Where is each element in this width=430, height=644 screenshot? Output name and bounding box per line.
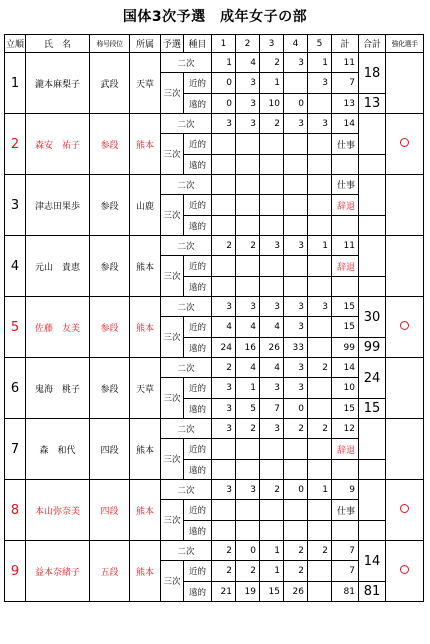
round-2-cell <box>236 134 260 155</box>
round-3-cell: 1 <box>260 73 284 94</box>
enteki-label: 遠的 <box>184 277 212 297</box>
sum-cell: 7 <box>332 541 359 561</box>
enteki-label: 遠的 <box>184 216 212 236</box>
table-row <box>5 358 424 378</box>
sum-cell: 11 <box>332 236 359 256</box>
round-4-cell: 2 <box>284 541 308 561</box>
round-3-cell: 4 <box>260 358 284 378</box>
round-2-cell: 4 <box>236 53 260 73</box>
round-1-cell <box>212 155 236 175</box>
round-4-cell: 3 <box>284 236 308 256</box>
round-3-cell: 3 <box>260 236 284 256</box>
select-cell <box>386 419 424 480</box>
total-bottom-cell <box>359 277 386 297</box>
round-4-cell: 3 <box>284 297 308 317</box>
round-4-cell <box>284 500 308 521</box>
selection-mark-icon <box>400 504 409 513</box>
round-5-cell <box>308 460 332 480</box>
round-5-cell: 3 <box>308 297 332 317</box>
select-cell <box>386 175 424 236</box>
name-cell: 津志田果歩 <box>26 175 90 236</box>
round-2-cell: 2 <box>236 236 260 256</box>
club-cell: 天草 <box>130 53 161 114</box>
sum-cell <box>332 521 359 541</box>
sum-cell: 仕事 <box>332 500 359 521</box>
round-4-cell <box>284 175 308 195</box>
round-3-cell: 1 <box>260 541 284 561</box>
round-1-cell <box>212 500 236 521</box>
header-total: 合計 <box>359 35 386 53</box>
sanji-label: 三次 <box>161 256 184 297</box>
round-1-cell: 2 <box>212 236 236 256</box>
club-cell: 天草 <box>130 358 161 419</box>
round-3-cell: 3 <box>260 378 284 399</box>
round-4-cell <box>284 134 308 155</box>
select-cell <box>386 114 424 175</box>
sum-cell: 辞退 <box>332 256 359 277</box>
sanji-label: 三次 <box>161 195 184 236</box>
header-select: 強化選手 <box>386 35 424 53</box>
dan-cell: 参段 <box>90 358 130 419</box>
total-top-cell: 30 <box>359 297 386 338</box>
sum-cell: 15 <box>332 317 359 338</box>
round-1-cell <box>212 439 236 460</box>
sum-cell: 仕事 <box>332 175 359 195</box>
club-cell: 熊本 <box>130 297 161 358</box>
round-2-cell: 19 <box>236 582 260 602</box>
order-cell: 1 <box>5 53 26 114</box>
niji-label: 二次 <box>161 236 212 256</box>
total-bottom-cell <box>359 460 386 480</box>
round-3-cell <box>260 500 284 521</box>
header-round-4: 4 <box>284 35 308 53</box>
round-1-cell: 24 <box>212 338 236 358</box>
sum-cell: 7 <box>332 561 359 582</box>
round-5-cell <box>308 277 332 297</box>
round-5-cell: 3 <box>308 114 332 134</box>
round-2-cell: 4 <box>236 317 260 338</box>
header-kind: 種目 <box>184 35 212 53</box>
name-cell: 鬼海 桃子 <box>26 358 90 419</box>
select-cell <box>386 541 424 602</box>
order-cell: 6 <box>5 358 26 419</box>
round-2-cell <box>236 439 260 460</box>
sum-cell: 辞退 <box>332 439 359 460</box>
sum-cell <box>332 216 359 236</box>
round-4-cell: 3 <box>284 53 308 73</box>
round-4-cell <box>284 216 308 236</box>
round-5-cell: 3 <box>308 73 332 94</box>
round-4-cell <box>284 155 308 175</box>
round-4-cell: 0 <box>284 94 308 114</box>
round-3-cell <box>260 439 284 460</box>
round-5-cell <box>308 175 332 195</box>
name-cell: 森安 祐子 <box>26 114 90 175</box>
round-5-cell: 1 <box>308 53 332 73</box>
results-table <box>4 34 424 602</box>
round-5-cell <box>308 155 332 175</box>
sum-cell: 11 <box>332 53 359 73</box>
dan-cell: 参段 <box>90 236 130 297</box>
total-bottom-cell: 99 <box>359 338 386 358</box>
club-cell: 山鹿 <box>130 175 161 236</box>
name-cell: 益本奈緒子 <box>26 541 90 602</box>
niji-label: 二次 <box>161 480 212 500</box>
sanji-label: 三次 <box>161 73 184 114</box>
kinteki-label: 近的 <box>184 439 212 460</box>
kinteki-label: 近的 <box>184 561 212 582</box>
round-1-cell: 4 <box>212 317 236 338</box>
sanji-label: 三次 <box>161 317 184 358</box>
round-1-cell: 2 <box>212 561 236 582</box>
name-cell: 本山弥奈美 <box>26 480 90 541</box>
round-5-cell <box>308 378 332 399</box>
round-3-cell: 10 <box>260 94 284 114</box>
round-2-cell: 3 <box>236 73 260 94</box>
sum-cell: 14 <box>332 114 359 134</box>
round-1-cell: 21 <box>212 582 236 602</box>
header-rank: 立順 <box>5 35 26 53</box>
round-5-cell <box>308 256 332 277</box>
total-top-cell <box>359 175 386 216</box>
club-cell: 熊本 <box>130 114 161 175</box>
round-4-cell: 0 <box>284 480 308 500</box>
round-3-cell: 4 <box>260 317 284 338</box>
round-2-cell: 0 <box>236 541 260 561</box>
round-3-cell <box>260 277 284 297</box>
enteki-label: 遠的 <box>184 460 212 480</box>
round-4-cell <box>284 195 308 216</box>
round-2-cell <box>236 500 260 521</box>
sum-cell: 7 <box>332 73 359 94</box>
select-cell <box>386 297 424 358</box>
table-row <box>5 541 424 561</box>
header-sum: 計 <box>332 35 359 53</box>
round-3-cell: 3 <box>260 419 284 439</box>
club-cell: 熊本 <box>130 419 161 480</box>
sum-cell: 15 <box>332 399 359 419</box>
round-4-cell <box>284 439 308 460</box>
order-cell: 7 <box>5 419 26 480</box>
order-cell: 4 <box>5 236 26 297</box>
round-5-cell <box>308 216 332 236</box>
table-row <box>5 53 424 73</box>
round-2-cell <box>236 216 260 236</box>
round-4-cell: 3 <box>284 114 308 134</box>
round-2-cell <box>236 155 260 175</box>
niji-label: 二次 <box>161 175 212 195</box>
dan-cell: 参段 <box>90 114 130 175</box>
round-1-cell <box>212 277 236 297</box>
round-2-cell <box>236 195 260 216</box>
kinteki-label: 近的 <box>184 73 212 94</box>
header-round-1: 1 <box>212 35 236 53</box>
total-bottom-cell <box>359 155 386 175</box>
selection-mark-icon <box>400 321 409 330</box>
round-4-cell: 3 <box>284 358 308 378</box>
round-3-cell: 1 <box>260 561 284 582</box>
round-5-cell <box>308 94 332 114</box>
total-top-cell <box>359 114 386 155</box>
round-3-cell: 2 <box>260 114 284 134</box>
round-5-cell <box>308 134 332 155</box>
round-5-cell: 1 <box>308 480 332 500</box>
header-club: 所属 <box>130 35 161 53</box>
round-1-cell: 3 <box>212 378 236 399</box>
round-3-cell <box>260 216 284 236</box>
round-1-cell <box>212 521 236 541</box>
round-2-cell: 3 <box>236 297 260 317</box>
round-3-cell: 7 <box>260 399 284 419</box>
round-5-cell: 2 <box>308 541 332 561</box>
round-1-cell <box>212 175 236 195</box>
round-3-cell: 15 <box>260 582 284 602</box>
niji-label: 二次 <box>161 358 212 378</box>
total-top-cell: 14 <box>359 541 386 582</box>
round-2-cell: 2 <box>236 419 260 439</box>
round-2-cell: 3 <box>236 480 260 500</box>
order-cell: 5 <box>5 297 26 358</box>
name-cell: 瀧本麻梨子 <box>26 53 90 114</box>
round-2-cell: 5 <box>236 399 260 419</box>
page-title: 国体3次予選 成年女子の部 <box>122 9 308 25</box>
kinteki-label: 近的 <box>184 134 212 155</box>
round-4-cell: 3 <box>284 378 308 399</box>
sum-cell: 仕事 <box>332 134 359 155</box>
round-2-cell: 3 <box>236 114 260 134</box>
dan-cell: 参段 <box>90 175 130 236</box>
enteki-label: 遠的 <box>184 94 212 114</box>
sum-cell: 99 <box>332 338 359 358</box>
round-5-cell: 1 <box>308 236 332 256</box>
round-3-cell <box>260 155 284 175</box>
round-1-cell <box>212 460 236 480</box>
round-1-cell: 0 <box>212 73 236 94</box>
round-4-cell: 2 <box>284 561 308 582</box>
round-3-cell: 2 <box>260 480 284 500</box>
round-3-cell <box>260 195 284 216</box>
club-cell: 熊本 <box>130 236 161 297</box>
enteki-label: 遠的 <box>184 155 212 175</box>
sum-cell: 15 <box>332 297 359 317</box>
total-bottom-cell <box>359 521 386 541</box>
round-1-cell <box>212 134 236 155</box>
round-5-cell <box>308 521 332 541</box>
round-4-cell: 26 <box>284 582 308 602</box>
round-3-cell <box>260 256 284 277</box>
niji-label: 二次 <box>161 297 212 317</box>
round-4-cell <box>284 277 308 297</box>
header-round-2: 2 <box>236 35 260 53</box>
sanji-label: 三次 <box>161 500 184 541</box>
header-row <box>5 35 424 53</box>
round-3-cell: 2 <box>260 53 284 73</box>
enteki-label: 遠的 <box>184 582 212 602</box>
total-top-cell <box>359 480 386 521</box>
round-3-cell <box>260 134 284 155</box>
round-1-cell: 3 <box>212 419 236 439</box>
round-5-cell <box>308 582 332 602</box>
select-cell <box>386 358 424 419</box>
header-round-3: 3 <box>260 35 284 53</box>
round-5-cell <box>308 561 332 582</box>
sanji-label: 三次 <box>161 378 184 419</box>
enteki-label: 遠的 <box>184 338 212 358</box>
sum-cell: 14 <box>332 358 359 378</box>
total-bottom-cell: 13 <box>359 94 386 114</box>
kinteki-label: 近的 <box>184 195 212 216</box>
dan-cell: 四段 <box>90 419 130 480</box>
enteki-label: 遠的 <box>184 399 212 419</box>
select-cell <box>386 53 424 114</box>
sanji-label: 三次 <box>161 134 184 175</box>
dan-cell: 五段 <box>90 541 130 602</box>
round-2-cell: 16 <box>236 338 260 358</box>
table-row <box>5 236 424 256</box>
round-3-cell: 3 <box>260 297 284 317</box>
round-4-cell: 3 <box>284 317 308 338</box>
round-4-cell <box>284 460 308 480</box>
enteki-label: 遠的 <box>184 521 212 541</box>
name-cell: 元山 貴恵 <box>26 236 90 297</box>
table-row <box>5 297 424 317</box>
select-cell <box>386 236 424 297</box>
sum-cell <box>332 277 359 297</box>
round-4-cell <box>284 256 308 277</box>
total-bottom-cell: 81 <box>359 582 386 602</box>
round-1-cell: 3 <box>212 114 236 134</box>
table-row <box>5 114 424 134</box>
round-5-cell <box>308 439 332 460</box>
header-round-5: 5 <box>308 35 332 53</box>
table-row <box>5 419 424 439</box>
round-1-cell: 3 <box>212 399 236 419</box>
sum-cell: 辞退 <box>332 195 359 216</box>
round-5-cell <box>308 500 332 521</box>
kinteki-label: 近的 <box>184 378 212 399</box>
total-top-cell: 18 <box>359 53 386 94</box>
round-1-cell: 0 <box>212 94 236 114</box>
niji-label: 二次 <box>161 541 212 561</box>
order-cell: 2 <box>5 114 26 175</box>
order-cell: 3 <box>5 175 26 236</box>
table-row <box>5 480 424 500</box>
club-cell: 熊本 <box>130 541 161 602</box>
round-1-cell <box>212 256 236 277</box>
round-1-cell: 1 <box>212 53 236 73</box>
round-1-cell: 3 <box>212 297 236 317</box>
dan-cell: 四段 <box>90 480 130 541</box>
sanji-label: 三次 <box>161 561 184 602</box>
round-1-cell: 3 <box>212 480 236 500</box>
kinteki-label: 近的 <box>184 500 212 521</box>
round-1-cell: 2 <box>212 358 236 378</box>
order-cell: 8 <box>5 480 26 541</box>
total-bottom-cell: 15 <box>359 399 386 419</box>
round-2-cell <box>236 175 260 195</box>
total-top-cell: 24 <box>359 358 386 399</box>
sum-cell <box>332 155 359 175</box>
sum-cell: 13 <box>332 94 359 114</box>
round-1-cell: 2 <box>212 541 236 561</box>
sum-cell: 10 <box>332 378 359 399</box>
round-2-cell <box>236 256 260 277</box>
round-1-cell <box>212 195 236 216</box>
results-body <box>5 53 424 602</box>
round-5-cell <box>308 317 332 338</box>
round-5-cell <box>308 338 332 358</box>
header-name: 氏 名 <box>26 35 90 53</box>
round-2-cell: 1 <box>236 378 260 399</box>
niji-label: 二次 <box>161 419 212 439</box>
round-2-cell <box>236 521 260 541</box>
dan-cell: 参段 <box>90 297 130 358</box>
round-4-cell: 0 <box>284 399 308 419</box>
niji-label: 二次 <box>161 114 212 134</box>
round-2-cell <box>236 277 260 297</box>
sanji-label: 三次 <box>161 439 184 480</box>
sum-cell: 81 <box>332 582 359 602</box>
round-2-cell: 4 <box>236 358 260 378</box>
sum-cell: 9 <box>332 480 359 500</box>
round-5-cell: 2 <box>308 358 332 378</box>
header-stage: 予選 <box>161 35 184 53</box>
total-top-cell <box>359 419 386 460</box>
club-cell: 熊本 <box>130 480 161 541</box>
round-4-cell <box>284 73 308 94</box>
order-cell: 9 <box>5 541 26 602</box>
niji-label: 二次 <box>161 53 212 73</box>
round-5-cell: 2 <box>308 419 332 439</box>
table-row <box>5 175 424 195</box>
round-2-cell: 2 <box>236 561 260 582</box>
round-1-cell <box>212 216 236 236</box>
round-4-cell: 2 <box>284 419 308 439</box>
round-3-cell <box>260 460 284 480</box>
kinteki-label: 近的 <box>184 256 212 277</box>
round-2-cell: 3 <box>236 94 260 114</box>
round-4-cell <box>284 521 308 541</box>
select-cell <box>386 480 424 541</box>
sum-cell: 12 <box>332 419 359 439</box>
total-top-cell <box>359 236 386 277</box>
round-3-cell <box>260 521 284 541</box>
selection-mark-icon <box>400 565 409 574</box>
selection-mark-icon <box>400 138 409 147</box>
round-5-cell <box>308 399 332 419</box>
header-dan: 称号段位 <box>90 35 130 53</box>
round-4-cell: 33 <box>284 338 308 358</box>
round-5-cell <box>308 195 332 216</box>
dan-cell: 武段 <box>90 53 130 114</box>
round-3-cell <box>260 175 284 195</box>
total-bottom-cell <box>359 216 386 236</box>
round-2-cell <box>236 460 260 480</box>
sum-cell <box>332 460 359 480</box>
round-3-cell: 26 <box>260 338 284 358</box>
kinteki-label: 近的 <box>184 317 212 338</box>
name-cell: 佐藤 友美 <box>26 297 90 358</box>
name-cell: 森 和代 <box>26 419 90 480</box>
